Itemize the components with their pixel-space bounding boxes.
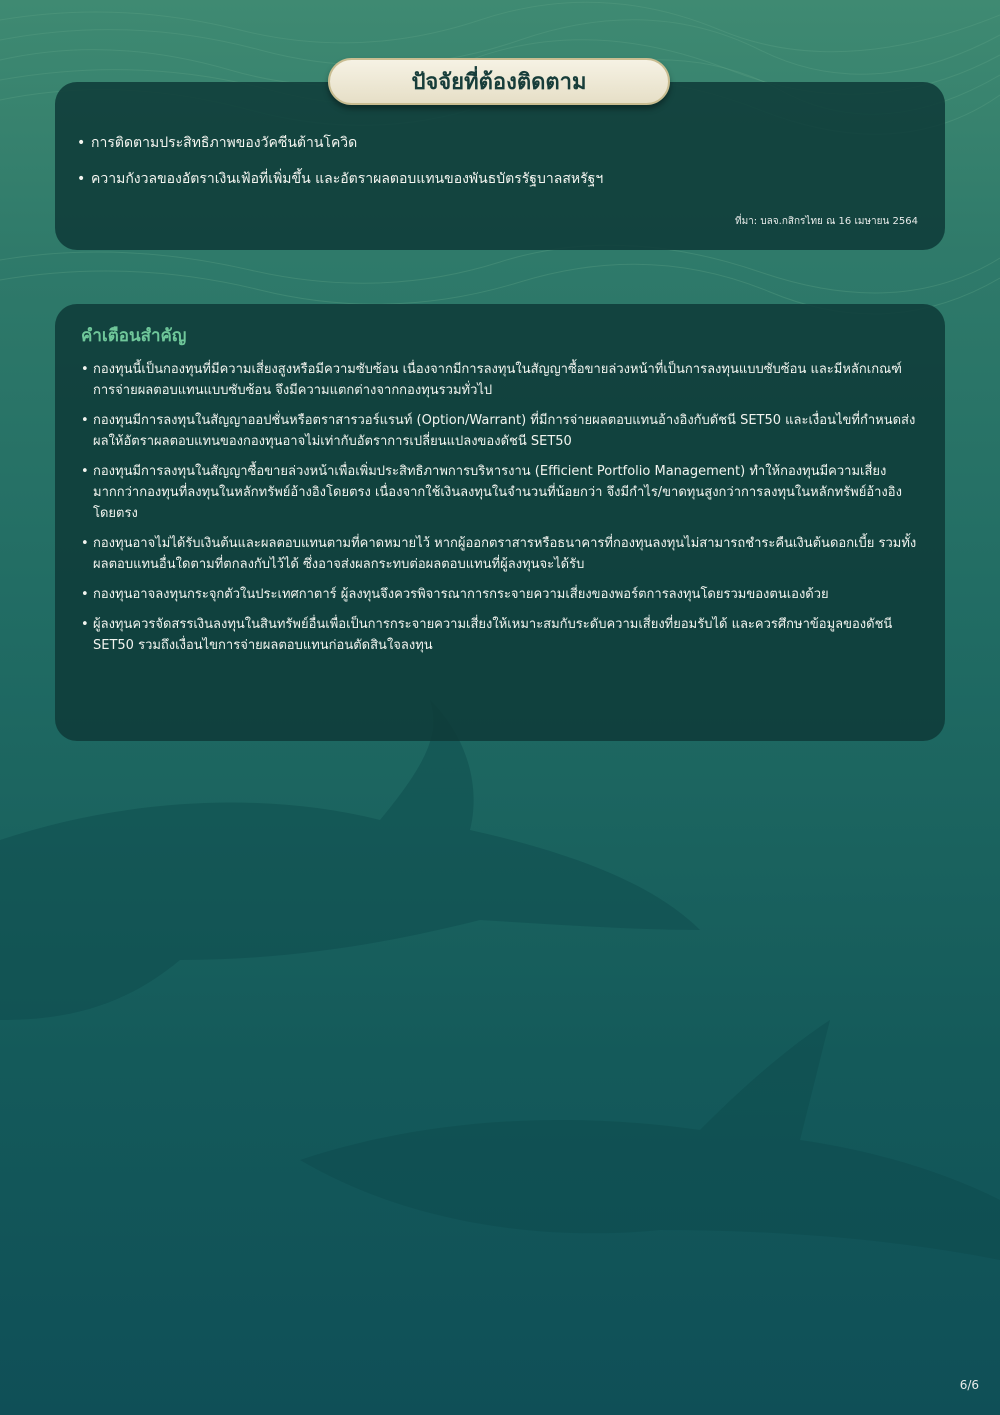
bullet: • [81, 464, 89, 479]
warning-item [81, 359, 919, 401]
warning-text: กองทุนอาจไม่ได้รับเงินต้นและผลตอบแทนตามที่คาดหมายไว้ หากผู้ออกตราสารหรือธนาคารที่กองทุนลงทุนไม่สามารถชำระคืนเงินต้นดอกเบี้ย รวมทั้งผลตอบแทนอื่นใดตามที่ตกลงกับไว้ได้ ซึ่งอาจส่งผลกระทบต่อผลตอบแทนที่ผู้ลงทุนจะได้รับ [93, 536, 917, 572]
page-number: 6/6 [959, 1378, 979, 1392]
bullet: • [77, 135, 86, 151]
factor-text: ความกังวลของอัตราเงินเฟ้อที่เพิ่มขึ้น และอัตราผลตอบแทนของพันธบัตรรัฐบาลสหรัฐฯ [91, 171, 604, 187]
warnings-panel [55, 304, 945, 741]
source-note: ที่มา: บลจ.กสิกรไทย ณ 16 เมษายน 2564 [734, 216, 918, 227]
warning-text: กองทุนมีการลงทุนในสัญญาซื้อขายล่วงหน้าเพื่อเพิ่มประสิทธิภาพการบริหารงาน (Efficient Portfolio Management) ทำให้กองทุนมีความเสี่ยงมากกว่ากองทุนที่ลงทุนในหลักทรัพย์อ้างอิงโดยตรง เนื่องจากใช้เงินลงทุนในจำนวนที่น้อยกว่า จึงมีกำไร/ขาดทุนสูงกว่าการลงทุนในหลักทรัพย์อ้างอิงโดยตรง [93, 464, 902, 521]
factor-list [77, 134, 917, 188]
factor-item [77, 170, 917, 188]
warning-text: กองทุนมีการลงทุนในสัญญาออปชั่นหรือตราสารวอร์แรนท์ (Option/Warrant) ที่มีการจ่ายผลตอบแทนอ้างอิงกับดัชนี SET50 และเงื่อนไขที่กำหนดส่งผลให้อัตราผลตอบแทนของกองทุนอาจไม่เท่ากับอัตราการเปลี่ยนแปลงของดัชนี SET50 [93, 413, 916, 449]
section-title-pill [328, 58, 670, 105]
warning-text: กองทุนอาจลงทุนกระจุกตัวในประเทศกาตาร์ ผู้ลงทุนจึงควรพิจารณาการกระจายความเสี่ยงของพอร์ตการลงทุนโดยรวมของตนเองด้วย [93, 587, 829, 602]
warning-item [81, 410, 919, 452]
warning-list [81, 359, 919, 656]
factors-panel [55, 82, 945, 250]
warning-item [81, 461, 919, 524]
warning-item [81, 584, 919, 605]
factor-item [77, 134, 917, 152]
factor-text: การติดตามประสิทธิภาพของวัคซีนต้านโควิด [91, 135, 358, 151]
warning-item [81, 533, 919, 575]
warning-text: ผู้ลงทุนควรจัดสรรเงินลงทุนในสินทรัพย์อื่นเพื่อเป็นการกระจายความเสี่ยงให้เหมาะสมกับระดับความเสี่ยงที่ยอมรับได้ และควรศึกษาข้อมูลของดัชนี SET50 รวมถึงเงื่อนไขการจ่ายผลตอบแทนก่อนตัดสินใจลงทุน [93, 617, 893, 653]
bullet: • [81, 362, 89, 377]
bullet: • [81, 587, 89, 602]
section-title: ปัจจัยที่ต้องติดตาม [411, 70, 587, 95]
bullet: • [81, 617, 89, 632]
warnings-heading: คำเตือนสำคัญ [81, 326, 187, 346]
bullet: • [81, 536, 89, 551]
bullet: • [77, 171, 86, 187]
warning-item [81, 614, 919, 656]
warning-text: กองทุนนี้เป็นกองทุนที่มีความเสี่ยงสูงหรือมีความซับซ้อน เนื่องจากมีการลงทุนในสัญญาซื้อขายล่วงหน้าที่เป็นการลงทุนแบบซับซ้อน และมีหลักเกณฑ์การจ่ายผลตอบแทนแบบซับซ้อน จึงมีความแตกต่างจากกองทุนรวมทั่วไป [93, 362, 902, 398]
bullet: • [81, 413, 89, 428]
